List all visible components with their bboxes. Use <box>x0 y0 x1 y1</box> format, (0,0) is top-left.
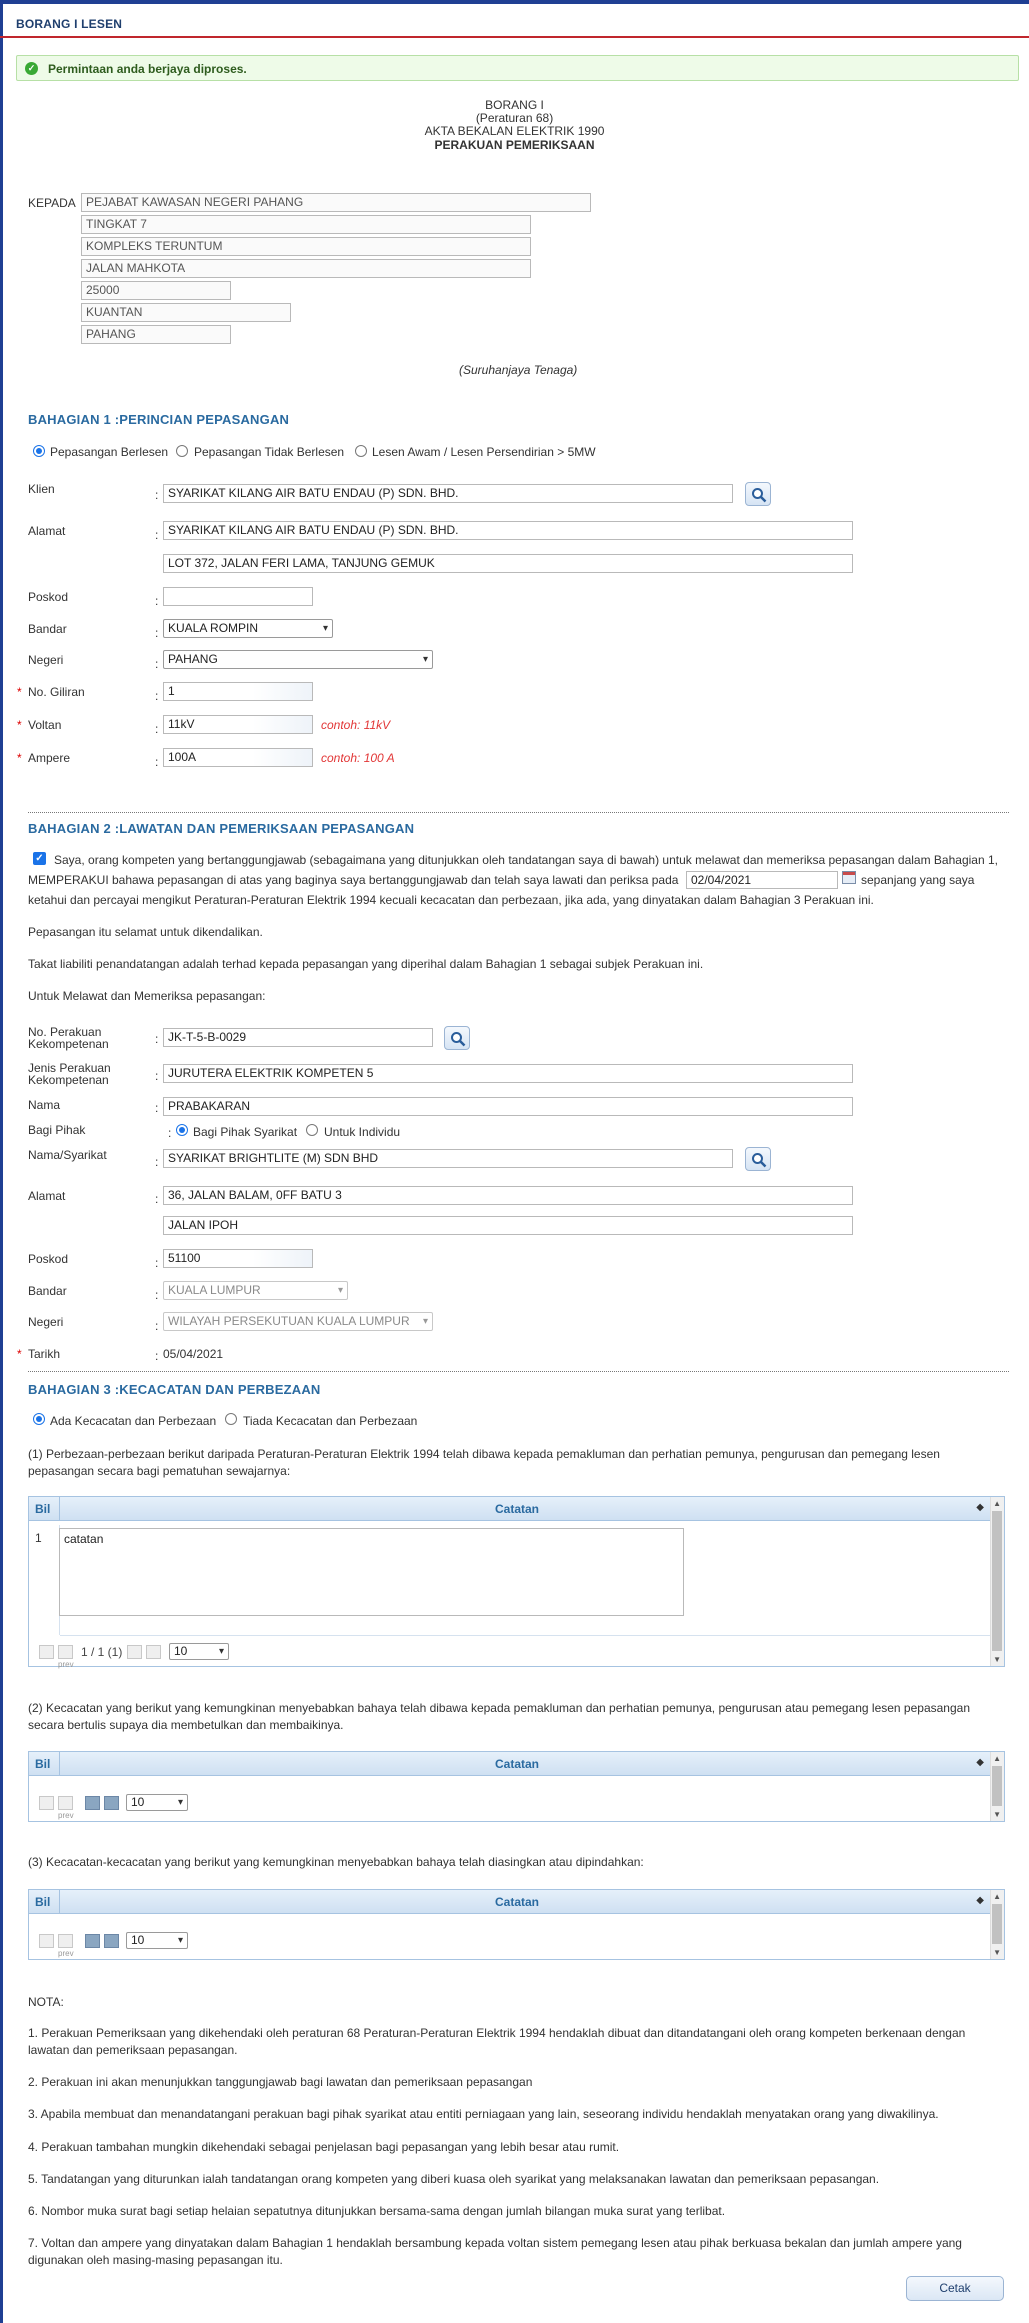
tarikh-value: 05/04/2021 <box>163 1347 224 1361</box>
poskod-input[interactable] <box>163 587 313 606</box>
bandar-select[interactable]: KUALA ROMPIN ▾ <box>163 619 333 638</box>
last-page-icon[interactable] <box>104 1934 119 1948</box>
negeri-label: Negeri <box>28 653 64 667</box>
negeri-select[interactable]: PAHANG ▾ <box>163 650 433 669</box>
no-perakuan-label: No. Perakuan Kekompetenan <box>28 1025 109 1051</box>
success-alert <box>16 55 1019 81</box>
nama-syarikat-input[interactable]: SYARIKAT BRIGHTLITE (M) SDN BHD <box>163 1149 733 1168</box>
page-size-select[interactable]: 10 ▾ <box>126 1932 188 1949</box>
next-page-icon[interactable] <box>127 1645 142 1659</box>
nota-item-1a: 1. Perakuan Pemeriksaan yang dikehendaki oleh peraturan 68 Peraturan-Peraturan Elektrik 1994 hendaklah dibuat dan ditandatangani oleh orang kompeten berkenaan dengan <box>28 2026 966 2040</box>
sort-icon[interactable]: ◆ <box>976 1895 984 1906</box>
section-divider <box>28 1371 1009 1372</box>
page-title: BORANG I LESEN <box>16 17 123 31</box>
kepada-line-3: KOMPLEKS TERUNTUM <box>81 237 531 256</box>
question1-text-b: pepasangan secara bagi pematuhan sewajarnya: <box>28 1464 291 1478</box>
nota-item-7a: 7. Voltan dan ampere yang dinyatakan dalam Bahagian 1 hendaklah bersambung kepada voltan sistem pemegang lesen atau pihak berkuasa bekalan dan jumlah ampere yang <box>28 2236 962 2250</box>
voltan-hint: contoh: 11kV <box>321 718 391 732</box>
catatan-textarea[interactable]: catatan <box>59 1528 684 1616</box>
nota-item-7b: digunakan oleh masing-masing pepasangan itu. <box>28 2253 283 2267</box>
nota-item-1b: lawatan dan pemeriksaan pepasangan. <box>28 2043 238 2057</box>
next-page-icon[interactable] <box>85 1796 100 1810</box>
magnifier-icon <box>751 487 767 503</box>
prev-label: prev <box>58 1811 74 1820</box>
radio-tiada-kecacatan-label: Tiada Kecacatan dan Perbezaan <box>243 1414 418 1428</box>
print-button[interactable]: Cetak <box>906 2276 1004 2301</box>
tarikh-label: Tarikh <box>28 1347 61 1361</box>
nota-item-6: 6. Nombor muka surat bagi setiap helaian sepatutnya ditunjukkan bersama-sama dengan jumlah bilangan muka surat yang terlibat. <box>28 2204 726 2218</box>
alamat-label: Alamat <box>28 524 66 538</box>
grid-scrollbar[interactable]: ▲ ▼ <box>990 1497 1004 1666</box>
sort-icon[interactable]: ◆ <box>976 1757 984 1768</box>
grid-row-bil: 1 <box>35 1531 42 1545</box>
top-accent-bar <box>0 0 1029 4</box>
alamat-line-2[interactable]: LOT 372, JALAN FERI LAMA, TANJUNG GEMUK <box>163 554 853 573</box>
pemeriksa-poskod-input[interactable]: 51100 <box>163 1249 313 1268</box>
radio-berlesen[interactable] <box>33 445 45 457</box>
section3-title: BAHAGIAN 3 :KECACATAN DAN PERBEZAAN <box>28 1382 321 1397</box>
klien-search-button[interactable] <box>745 482 771 506</box>
radio-tidak-berlesen[interactable] <box>176 445 188 457</box>
grid-header <box>29 1890 1004 1914</box>
radio-ada-kecacatan-label: Ada Kecacatan dan Perbezaan <box>50 1414 217 1428</box>
grid-col-bil: Bil <box>35 1895 51 1909</box>
section1-title: BAHAGIAN 1 :PERINCIAN PEPASANGAN <box>28 412 290 427</box>
radio-lesen-awam[interactable] <box>355 445 367 457</box>
voltan-input[interactable]: 11kV <box>163 715 313 734</box>
kepada-line-1: PEJABAT KAWASAN NEGERI PAHANG <box>81 193 591 212</box>
page-size-select[interactable]: 10 ▾ <box>169 1643 229 1660</box>
grid-header <box>29 1497 1004 1521</box>
form-heading: PERAKUAN PEMERIKSAAN <box>434 138 595 152</box>
ampere-hint: contoh: 100 A <box>321 751 395 765</box>
next-page-icon[interactable] <box>85 1934 100 1948</box>
first-page-icon[interactable] <box>39 1645 54 1659</box>
radio-lesen-awam-label: Lesen Awam / Lesen Persendirian > 5MW <box>372 445 596 459</box>
kepada-footer: (Suruhanjaya Tenaga) <box>459 363 578 377</box>
last-page-icon[interactable] <box>104 1796 119 1810</box>
jenis-perakuan-label: Jenis Perakuan Kekompetenan <box>28 1061 111 1087</box>
radio-bagi-pihak-syarikat[interactable] <box>176 1124 188 1136</box>
giliran-input[interactable]: 1 <box>163 682 313 701</box>
calendar-icon[interactable] <box>842 871 856 884</box>
nama-input[interactable]: PRABAKARAN <box>163 1097 853 1116</box>
last-page-icon[interactable] <box>146 1645 161 1659</box>
magnifier-icon <box>450 1031 466 1047</box>
pemeriksa-negeri-select[interactable]: WILAYAH PERSEKUTUAN KUALA LUMPUR ▾ <box>163 1312 433 1331</box>
nota-item-2: 2. Perakuan ini akan menunjukkan tanggungjawab bagi lawatan dan pemeriksaan pepasangan <box>28 2075 533 2089</box>
radio-ada-kecacatan[interactable] <box>33 1413 45 1425</box>
nota-title: NOTA: <box>28 1995 64 2009</box>
magnifier-icon <box>751 1152 767 1168</box>
question1-text-a: (1) Perbezaan-perbezaan berikut daripada Peraturan-Peraturan Elektrik 1994 telah dibawa kepada pemakluman dan perhatian pemunya, pengurusan dan pemegang lesen <box>28 1447 940 1461</box>
kepada-label: KEPADA <box>28 196 76 210</box>
nota-item-4: 4. Perakuan tambahan mungkin dikehendaki sebagai penjelasan bagi pepasangan yang lebih besar atau rumit. <box>28 2140 620 2154</box>
title-divider <box>0 36 1029 38</box>
pemeriksa-negeri-label: Negeri <box>28 1315 64 1329</box>
ampere-label: Ampere <box>28 751 71 765</box>
declaration-text-4: ketahui dan percayai mengikut Peraturan-Peraturan Elektrik 1994 kecuali kecacatan dan perbezaan, jika ada, yang dinyatakan dalam Bahagian 3 Perakuan ini. <box>28 893 874 907</box>
nota-item-5: 5. Tandatangan yang diturunkan ialah tandatangan orang kompeten yang diberi kuasa oleh syarikat yang melaksanakan lawatan dan pemeriksaan pepasangan. <box>28 2172 880 2186</box>
diasingkan-grid <box>28 1889 1005 1960</box>
question3-text: (3) Kecacatan-kecacatan yang berikut yang kemungkinan menyebabkan bahaya telah diasingkan atau dipindahkan: <box>28 1855 644 1869</box>
radio-bagi-pihak-syarikat-label: Bagi Pihak Syarikat <box>193 1125 298 1139</box>
inspection-date-input[interactable]: 02/04/2021 <box>686 871 838 889</box>
chevron-down-icon: ▾ <box>218 1646 224 1657</box>
chevron-down-icon: ▾ <box>177 1797 183 1808</box>
declaration-text-2: MEMPERAKUI bahawa pepasangan di atas yang baginya saya bertanggungjawab dan telah saya lawati dan periksa pada <box>28 873 679 887</box>
form-act: AKTA BEKALAN ELEKTRIK 1990 <box>424 124 605 138</box>
klien-label: Klien <box>28 482 55 496</box>
syarikat-search-button[interactable] <box>745 1147 771 1171</box>
chevron-down-icon: ▾ <box>422 1316 428 1327</box>
ampere-input[interactable]: 100A <box>163 748 313 767</box>
section2-title: BAHAGIAN 2 :LAWATAN DAN PEMERIKSAAN PEPASANGAN <box>28 821 415 836</box>
kepada-line-6: KUANTAN <box>81 303 291 322</box>
declaration-text-3: sepanjang yang saya <box>861 873 975 887</box>
liability-statement: Takat liabiliti penandatangan adalah terhad kepada pepasangan yang diperihal dalam Bahagian 1 sebagai subjek Perakuan ini. <box>28 957 704 971</box>
kepada-line-4: JALAN MAHKOTA <box>81 259 531 278</box>
pemeriksa-alamat-line-1[interactable]: 36, JALAN BALAM, 0FF BATU 3 <box>163 1186 853 1205</box>
grid-col-catatan[interactable]: Catatan <box>494 1757 539 1771</box>
kepada-line-5: 25000 <box>81 281 231 300</box>
poskod-label: Poskod <box>28 590 69 604</box>
pemeriksa-alamat-line-2[interactable]: JALAN IPOH <box>163 1216 853 1235</box>
grid-col-bil: Bil <box>35 1502 51 1516</box>
radio-untuk-individu-label: Untuk Individu <box>324 1125 401 1139</box>
radio-tiada-kecacatan[interactable] <box>225 1413 237 1425</box>
kecacatan-grid <box>28 1751 1005 1822</box>
prev-page-icon[interactable] <box>58 1934 73 1948</box>
first-page-icon[interactable] <box>39 1796 54 1810</box>
radio-tidak-berlesen-label: Pepasangan Tidak Berlesen <box>194 445 345 459</box>
grid-col-bil: Bil <box>35 1757 51 1771</box>
alamat-line-1[interactable]: SYARIKAT KILANG AIR BATU ENDAU (P) SDN. BHD. <box>163 521 853 540</box>
kepada-line-2: TINGKAT 7 <box>81 215 531 234</box>
prev-label: prev <box>58 1660 74 1669</box>
nama-label: Nama <box>28 1098 61 1112</box>
safe-statement: Pepasangan itu selamat untuk dikendalikan. <box>28 925 263 939</box>
pemeriksa-bandar-select[interactable]: KUALA LUMPUR ▾ <box>163 1281 348 1300</box>
nama-syarikat-label: Nama/Syarikat <box>28 1148 107 1162</box>
question2-text-b: secara bertulis supaya dia membetulkan dan membaikinya. <box>28 1718 344 1732</box>
bagi-pihak-label: Bagi Pihak <box>28 1123 86 1137</box>
page-size-select[interactable]: 10 ▾ <box>126 1794 188 1811</box>
grid-header <box>29 1752 1004 1776</box>
form-regulation: (Peraturan 68) <box>475 111 554 125</box>
chevron-down-icon: ▾ <box>322 623 328 634</box>
grid-scrollbar[interactable]: ▲ ▼ <box>990 1752 1004 1821</box>
voltan-label: Voltan <box>28 718 62 732</box>
chevron-down-icon: ▾ <box>422 654 428 665</box>
kepada-line-7: PAHANG <box>81 325 231 344</box>
nota-item-3: 3. Apabila membuat dan menandatangani perakuan bagi pihak syarikat atau entiti perniagaan yang lain, seseorang individu hendaklah menyatakan orang yang diwakilinya. <box>28 2107 939 2121</box>
perbezaan-grid <box>28 1496 1005 1667</box>
no-perakuan-input[interactable]: JK-T-5-B-0029 <box>163 1028 433 1047</box>
grid-scrollbar[interactable]: ▲ ▼ <box>990 1890 1004 1959</box>
perakuan-search-button[interactable] <box>444 1026 470 1050</box>
check-circle-icon: ✓ <box>25 62 38 75</box>
grid-col-catatan[interactable]: Catatan <box>494 1895 539 1909</box>
declaration-text-1: Saya, orang kompeten yang bertanggungjawab (sebagaimana yang ditunjukkan oleh tandatangan saya di bawah) untuk melawat dan memeriksa pepasangan dalam Bahagian 1, <box>54 853 998 867</box>
left-accent-line <box>0 0 3 2323</box>
bandar-label: Bandar <box>28 622 67 636</box>
prev-page-icon[interactable] <box>58 1645 73 1659</box>
sort-icon[interactable]: ◆ <box>976 1502 984 1513</box>
success-message: Permintaan anda berjaya diproses. <box>48 62 247 76</box>
pager-text: 1 / 1 (1) <box>81 1645 123 1659</box>
radio-berlesen-label: Pepasangan Berlesen <box>50 445 169 459</box>
klien-input[interactable]: SYARIKAT KILANG AIR BATU ENDAU (P) SDN. BHD. <box>163 484 733 503</box>
jenis-perakuan-input[interactable]: JURUTERA ELEKTRIK KOMPETEN 5 <box>163 1064 853 1083</box>
giliran-label: No. Giliran <box>28 685 85 699</box>
pemeriksa-alamat-label: Alamat <box>28 1189 66 1203</box>
pemeriksa-bandar-label: Bandar <box>28 1284 67 1298</box>
question2-text-a: (2) Kecacatan yang berikut yang kemungkinan menyebabkan bahaya telah dibawa kepada pemakluman dan perhatian pemunya, pengurusan atau pemegang lesen pepasangan <box>28 1701 970 1715</box>
chevron-down-icon: ▾ <box>337 1285 343 1296</box>
prev-page-icon[interactable] <box>58 1796 73 1810</box>
visit-statement: Untuk Melawat dan Memeriksa pepasangan: <box>28 989 266 1003</box>
first-page-icon[interactable] <box>39 1934 54 1948</box>
declaration-checkbox[interactable]: ✓ <box>33 852 46 865</box>
grid-col-catatan[interactable]: Catatan <box>494 1502 539 1516</box>
radio-untuk-individu[interactable] <box>306 1124 318 1136</box>
chevron-down-icon: ▾ <box>177 1935 183 1946</box>
section-divider <box>28 812 1009 813</box>
prev-label: prev <box>58 1949 74 1958</box>
pemeriksa-poskod-label: Poskod <box>28 1252 69 1266</box>
form-name: BORANG I <box>485 98 544 112</box>
